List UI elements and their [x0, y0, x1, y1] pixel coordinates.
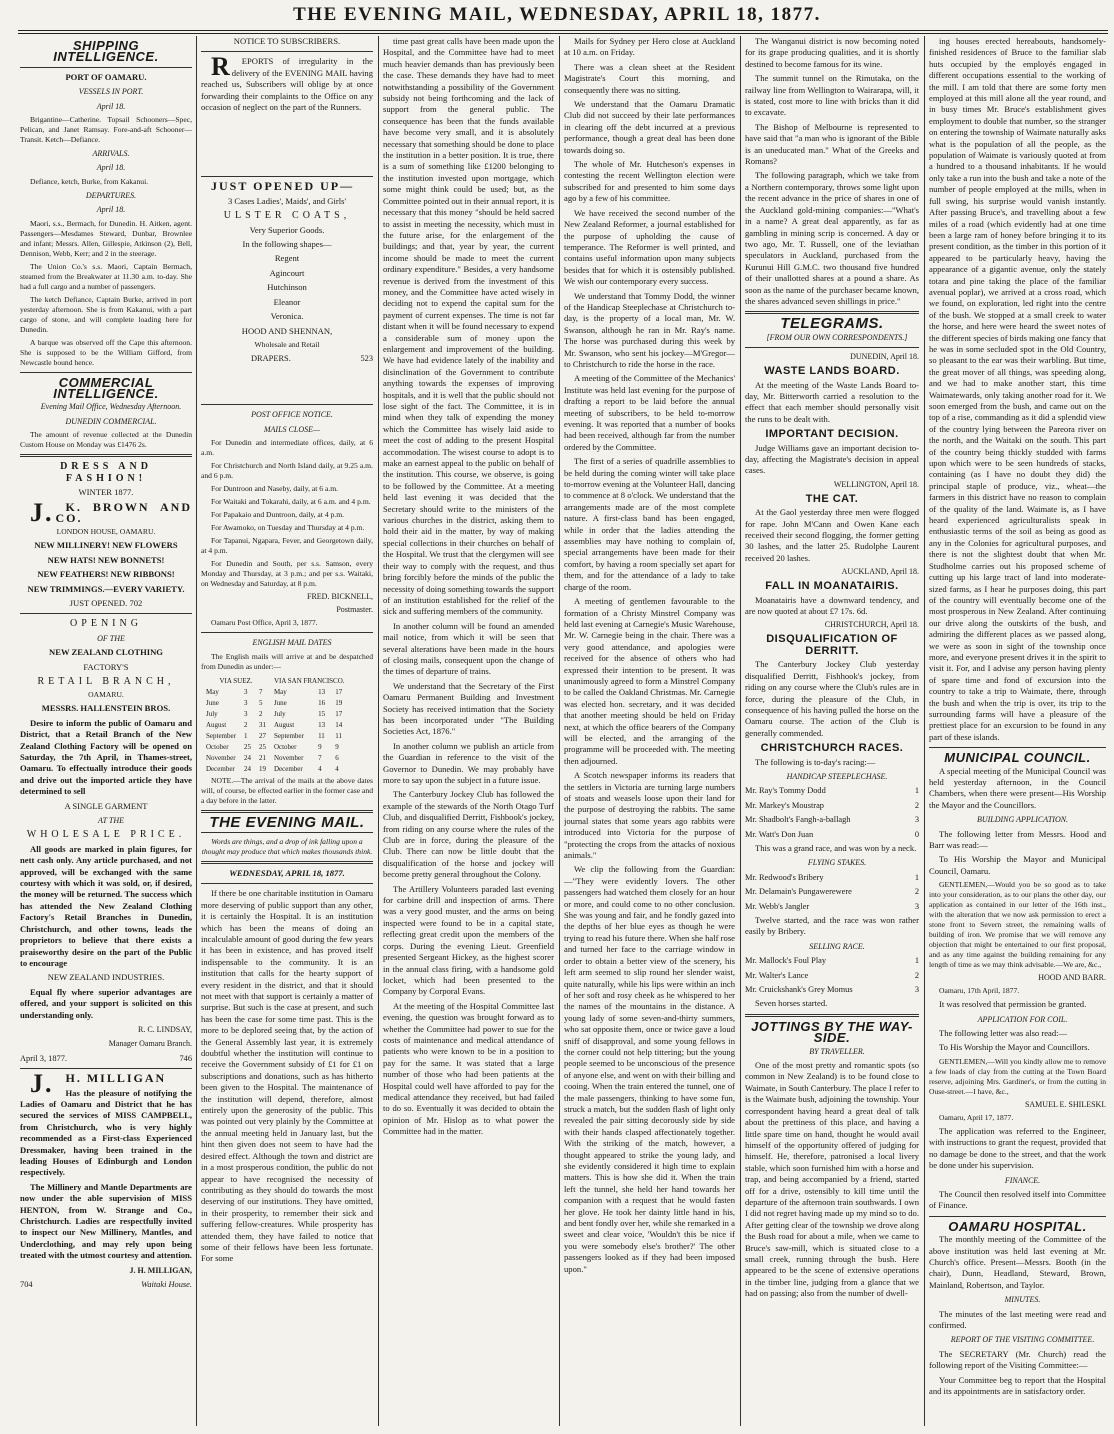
race-result [745, 814, 919, 825]
departures-list: Maori, s.s., Bermach, for Dunedin. H. Aitken, agent. Passengers—Mesdames Steward, Dunbar, Brownlee and infant; Messrs. Allen, Gillespie, Atkinson (2), Bell, Dennison, Webb, Kerr; and 2 in the steerage. [20, 218, 192, 258]
table-cell: May [206, 687, 219, 696]
article-paragraph: We understand that the Oamaru Dramatic Club did not succeed by their late performances in clearing off the debt incurred at a previous performance, though a great deal has been done towards doing so. [564, 99, 735, 155]
sub-heading: FINANCE. [1004, 1175, 1041, 1185]
vessels-list: Brigantine—Catherine. Topsail Schooners—Spec, Pelican, and Janet Ramsay. Fore-and-aft Schooner—Transit. Ketch—Defiance. [20, 115, 192, 145]
departures-heading: DEPARTURES. [85, 190, 137, 200]
column-divider [559, 36, 560, 1426]
race-entry: Mr. Webb's Jangler [745, 901, 810, 911]
of-the: OF THE [97, 633, 125, 643]
by-traveller: BY TRAVELLER. [809, 1046, 865, 1056]
table-cell: December [206, 764, 235, 773]
table-cell: 19 [335, 698, 343, 707]
table-cell: November [273, 753, 304, 762]
table-cell: 27 [258, 731, 266, 740]
letter-sign: SAMUEL E. SHILESKI. [1024, 1099, 1106, 1109]
table-cell: September [206, 731, 236, 740]
column-divider [378, 36, 379, 1426]
table-cell: October [206, 742, 229, 751]
article-paragraph: The Bishop of Melbourne is represented to have said that "a man who is ignorant of the Bible is an uneducated man." What of the Greeks and Romans? [745, 121, 919, 167]
table-cell: 11 [335, 731, 343, 740]
departures-date: April 18. [96, 205, 126, 215]
article-paragraph: To His Worship the Mayor and Councillors. [939, 1042, 1090, 1053]
table-cell: 19 [258, 764, 266, 773]
race-place: 1 [914, 956, 919, 966]
article-paragraph: The first of a series of quadrille assemblies to be held during the coming winter will take place to-morrow evening at the Volunteer Hall, dancing to commence at 8 o'clock. We understand that the arrangements made are of the most complete nature. A first-class band has been engaged, while in order that the ladies attending the assemblies may have nothing to complain of, special arrangements have been made for their comfort, by having a room specially set apart for them, and for the attendance of a lady to take charge of the room. [564, 456, 735, 592]
telegram-text: The following is to-day's racing:— [755, 756, 876, 767]
table-cell: May [273, 687, 287, 696]
divider [745, 311, 919, 314]
race-result [745, 901, 919, 912]
telegram-text: At the Gaol yesterday three men were flogged for rape. John M'Cann and Owen Kane each received their second flogging, the former getting 30 lashes, and the latter 25. Rudolphe Laurent received 20 lashes. [745, 507, 919, 563]
dropcap: R [211, 52, 230, 82]
race-place: 3 [914, 985, 919, 995]
table-cell: 24 [243, 753, 251, 762]
editorial-text: If there be one charitable institution in Oamaru more deserving of public support than any other, it is certainly the Hospital. It is an institution which has been the means of doing an incalculable amount of good during the few years it has been in existence, and has proved itself indispensable to the community. It is an institution that calls for the hearty support of every resident in the district, and that it should not meet with that support is certainly a matter of surprise. But such is the case at present, and such has been the case for some time past. This is the more to be deplored seeing that, by the action of the General Assembly last year, it is extremely doubtful whether the institution will continue to receive the Government subsidy of £1 for £1 on subscriptions and donations, such as has hitherto been given to the Hospital. The maintenance of the institution will depend, therefore, almost entirely upon the generosity of the public. This was pointed out very plainly by the Committee at the annual meeting held in January last, but the hint then given does not seem to have had the desired effect. Although the town and district are in a most prosperous condition, the public do not appear to have recognised the necessity of contributing as they should do towards the most deserving of our institutions. They have omitted, in their prosperity, to remember their sick and suffering fellow-creatures. While prosperity has attended them, they have failed to notice that some of their fellows have been less fortunate. For some [201, 888, 373, 1264]
race-note: Seven horses started. [755, 998, 828, 1009]
dropcap: J. [30, 497, 54, 527]
telegram-text: Moanatairis have a downward tendency, and are now quoted at about £7 17s. 6d. [745, 594, 919, 617]
ulster-coats: ULSTER COATS, [223, 210, 351, 222]
article-paragraph: Your Committee beg to report that the Hospital and its appointments are in satisfactory order. [929, 1374, 1106, 1396]
table-cell: 25 [243, 742, 251, 751]
article-paragraph: The monthly meeting of the Committee of the above institution was held last evening at Mr. Church's office. Present—Messrs. Booth (in the chair), Dunn, Headland, Steward, Brown, Mainland, Robertson, and Taylor. [929, 1234, 1106, 1290]
jottings-continued: ing houses erected hereabouts, handsomely-finished residences of Bruce to the familiar slab huts occupied by the employés engaged in different occupations essential to the working of the mill. I am told that there are some forty men employed at this mill alone all the year round, and in busy times Mr. Bruce's establishment gives employment to double that number, so the stranger on entering the township of Waimate naturally asks what is the population of all the people, as the population of Waimate is variously quoted at from a hundred to a thousand inhabitants. If he would only take a run into the bush and take a note of the number of people employed at the mills, when in full swing, his surprise would vanish instantly. After passing Bruce's, and travelling about a few miles of a road (which evidently had at one time been a large ram of honey before bringing it to its present condition, as the timber in this portion of it appeared to be particularly heavy, having the appearance of a gigantic avenue, only the stately totara and pine taking the place of the familiar avenual poplar), we arrived at a cross road, which we found, on exploration, led right into the centre of the bush. We stopped at a small creek to water the horse, and here were heard the sweet notes of the different species of birds making one fancy that he was in some secluded spot in the Old Country, so pleasant to the ear was their warbling. But time, the great mover of all things, was speeding along, and we had to make another start, this time Waimatewards, only taking another road for it. We soon emerged from the bush, and came out on the top of a rise, commanding as it did a splendid view of the country lying between the Pareora river on the north, and the Waitaki on the south. This part of the country being thickly studded with farms upon which were to be seen hundreds of stacks, containing (as I have no doubt they did) the principal staple of produce, viz., wheat—the farmers in this district have no reason to complain of the quality of the land. Waimate is, as I have heard experienced agriculturalists speak in enthusiastic terms of the soil as being as good as any in the Colonies for agricultural purposes, and there is not the slightest doubt that when Mr. Studholme carries out his proposed scheme of cutting up his large tract of land into moderate-sized farms, as I hear he purposes doing, this part of the country will eventually become one of the most prosperous in New Zealand. After continuing our drive along the outskirts of the bush, and admiring the different places as we passed along, we were as soon in sight of the township once more, and everyone present drives it in the spirit to visit it. For, and I advise any person having plenty of spare time and fond of excursion into the country to take a trip to Waimate, there, through the bush and when the trip is over, its trip to the surrounding farms will have a pleasure of the prettiest place for an excursion to be found in any part of these islands. [929, 36, 1106, 742]
bicknell-sign: FRED. BICKNELL, [307, 592, 373, 602]
milligan-text: Has the pleasure of notifying the Ladies of Oamaru and District that he has secured the services of MISS CAMPBELL, from Christchurch, who is very highly recommended as a First-class Experienced Dressmaker, having been trained in the leading Houses of Edinburgh and London respectively. [20, 1087, 192, 1178]
column-divider [924, 36, 925, 1426]
table-cell: June [273, 698, 287, 707]
race-result [745, 984, 919, 995]
table-cell: November [206, 753, 236, 762]
race-heading: SELLING RACE. [809, 941, 865, 951]
race-note: This was a grand race, and was won by a neck. [755, 842, 917, 853]
dunedin-commercial: DUNEDIN COMMERCIAL. [65, 416, 157, 426]
column-3 [383, 36, 554, 1428]
mails-close: MAILS CLOSE— [263, 424, 321, 434]
notice-text: R EPORTS of irregularity in the delivery of the EVENING MAIL having reached us, Subscribers will oblige by at once forwarding their complaints to the Office on any occasion of neglect on the part of the Runners. [201, 52, 373, 113]
shape-item: Regent [274, 253, 300, 264]
vessels-heading: VESSELS IN PORT. [78, 87, 144, 97]
race-result [745, 829, 919, 840]
race-entry: Mr. Markey's Moustrap [745, 800, 824, 810]
letter-text: GENTLEMEN,—Would you be so good as to take into your consideration, as to our plans the other day, our application as contained in our letter of the 16th inst., with the alteration that we now ask permission to erect a stone front to Severn street, the remaining walls of building of iron. We promise that we will remove any objection that might be entertained to our first proposal, and as any time against the building remaining for any length of time as we may think advisable.—We are, &c., [929, 880, 1106, 970]
at-the: AT THE [97, 816, 124, 826]
article-paragraph: The Council then resolved itself into Committee of Finance. [929, 1188, 1106, 1211]
english-mail-heading: ENGLISH MAIL DATES [252, 638, 332, 648]
race-results [745, 955, 919, 995]
article-paragraph: The SECRETARY (Mr. Church) read the following report of the Visiting Committee:— [929, 1348, 1106, 1371]
winter-line: WINTER 1877. [78, 487, 134, 498]
column-4 [564, 36, 735, 1428]
table-row [203, 710, 348, 719]
race-note: Twelve started, and the race was won rather easily by Bribery. [745, 915, 919, 937]
dispatch-dateline: DUNEDIN, April 18. [850, 352, 919, 362]
article-paragraph: The following letter was also read:— [939, 1028, 1068, 1039]
race-heading: HANDICAP STEEPLECHASE. [786, 771, 888, 781]
table-cell: 13 [318, 687, 326, 696]
divider [20, 454, 192, 457]
table-cell: 7 [258, 687, 263, 696]
wholesale-retail: Wholesale and Retail [254, 339, 320, 349]
race-heading: FLYING STAKES. [807, 858, 867, 868]
table-cell: 2 [258, 709, 263, 718]
telegram-text: The Canterbury Jockey Club yesterday disqualified Derritt, Fishhook's jockey, from riding on any course where the Club's rules are in force, during the pleasure of the Club, in consequence of his having pulled the horse on the Oamaru course. The action of the Club is generally commended. [745, 659, 919, 738]
race-place: 1 [914, 786, 919, 796]
divider [929, 1216, 1106, 1217]
table-cell: July [206, 709, 218, 718]
sub-heading: APPLICATION FOR COIL. [977, 1014, 1068, 1024]
race-place: 2 [914, 800, 919, 810]
divider [201, 861, 373, 864]
race-result [745, 970, 919, 981]
lindsay-date-row: April 3, 1877. 746 [20, 1053, 192, 1063]
wholesale-price: WHOLESALE PRICE. [26, 829, 186, 841]
table-cell: 31 [258, 720, 266, 729]
table-cell: 9 [318, 742, 322, 751]
shipping-heading: SHIPPING INTELLIGENCE. [53, 38, 159, 65]
shape-item: Eleanor [273, 296, 301, 307]
shipping-note: A barque was observed off the Cape this afternoon. She is supposed to be the William Gifford, from Newcastle bound hence. [20, 337, 192, 367]
race-place: 0 [914, 829, 919, 839]
sub-heading: MINUTES. [1004, 1295, 1041, 1305]
table-cell: 7 [318, 753, 322, 762]
just-opened-up: JUST OPENED UP— [211, 179, 355, 194]
hallenstein-name: MESSRS. HALLENSTEIN BROS. [41, 703, 171, 714]
milligan-name: J. H. MILLIGAN [20, 1073, 192, 1084]
nz-industries: NEW ZEALAND INDUSTRIES. [47, 972, 165, 983]
race-entry: Mr. Walter's Lance [745, 970, 809, 980]
superior-goods: Very Superior Goods. [249, 224, 325, 235]
table-cell: 25 [258, 742, 266, 751]
dispatch-dateline: AUCKLAND, April 18. [841, 567, 919, 577]
divider [201, 883, 373, 884]
telegram-heading: IMPORTANT DECISION. [765, 428, 899, 441]
divider [20, 613, 192, 614]
divider [201, 632, 373, 633]
dispatch-dateline: WELLINGTON, April 18. [833, 479, 919, 489]
column-1 [20, 36, 192, 1428]
article-paragraph: The minutes of the last meeting were read and confirmed. [929, 1308, 1106, 1330]
mail-line: For Duntroon and Naseby, daily, at 6 a.m. [211, 484, 339, 494]
waitaki-row: 704 Waitaki House. [20, 1280, 192, 1290]
table-cell: 2 [243, 720, 248, 729]
post-office-heading: POST OFFICE NOTICE. [251, 410, 333, 420]
column-5 [745, 36, 919, 1428]
article-paragraph: The application was referred to the Engineer, with instructions to grant the request, provided that no damage be done to the street, and that the work be done under his supervision. [929, 1125, 1106, 1171]
table-cell: 11 [318, 731, 325, 740]
race-result [745, 886, 919, 897]
article-paragraph: The summit tunnel on the Rimutaka, on the railway line from Wellington to Wairarapa, will, it is stated, cost more to line with bricks than it did to excavate. [745, 73, 919, 118]
article-paragraph: We have received the second number of the New Zealand Reformer, a journal established for the purpose of upholding the cause of temperance. The Reformer is well printed, and contains useful information upon many subjects besides that for which it is ostensibly published. We wish our contemporary every success. [564, 207, 735, 287]
postmaster: Postmaster. [336, 605, 373, 615]
goods-text: All goods are marked in plain figures, for nett cash only. Any article purchased, and not approved, will be exchanged with the same courtesy with which it was sold, or, if desired, the money will be returned. The success which has attended the New Zealand Clothing Factory's Retail Branches in Dunedin, Christchurch, and other towns, leads the proprietors to believe that there exists a praiseworthy desire on the part of the Public to encourage [20, 843, 192, 968]
table-cell: 9 [335, 742, 339, 751]
retail-branch: RETAIL BRANCH, [37, 675, 175, 687]
race-entry: Mr. Shadbolt's Fangh-a-ballagh [745, 815, 851, 825]
race-result [745, 872, 919, 883]
table-cell: 3 [243, 709, 248, 718]
arrivals-heading: ARRIVALS. [92, 149, 130, 159]
article-paragraph: It was resolved that permission be granted. [939, 999, 1087, 1010]
shapes-intro: In the following shapes— [242, 239, 332, 250]
race-entry: Mr. Mallock's Foul Play [745, 956, 827, 966]
notice-heading: NOTICE TO SUBSCRIBERS. [233, 36, 341, 46]
mail-line: For Dunedin and South, per s.s. Samson, every Monday and Thursday, at 3 p.m.; and per s.s. Waitaki, on Wednesday and Saturday, at 8 p.m. [201, 559, 373, 589]
shipping-note: The Union Co.'s s.s. Maori, Captain Bermach, steamed from the Breakwater at 11.30 a.m. to-day. She had a full cargo and a number of passengers. [20, 261, 192, 291]
article-paragraph: The Artillery Volunteers paraded last evening for carbine drill and inspection of arms. There was a very good muster, and the arms on being inspected were found to be in a capital state, reflecting great credit upon the members of the corps. During the evening Lieut. Greenfield presented Sergeant Hickey, as the highest scorer in the annual class firing, with a handsome gold locket, which had been presented to the Company by Corporal Evans. [383, 883, 554, 997]
just-opened: JUST OPENED. 702 [69, 597, 143, 608]
single-garment: A SINGLE GARMENT [64, 800, 148, 811]
telegram-text: At the meeting of the Waste Lands Board to-day, Mr. Bitterworth carried a resolution to the effect that each member should personally visit the runs to be dealt with. [745, 379, 919, 424]
mail-line: For Tapanui, Ngapara, Fever, and Georgetown daily, at 4 p.m. [201, 536, 373, 556]
municipal-heading: MUNICIPAL COUNCIL. [944, 750, 1091, 766]
mail-dates-table [201, 675, 350, 776]
telegram-heading: THE CAT. [805, 492, 859, 505]
english-intro: The English mails will arrive at and be despatched from Dunedin as under:— [201, 651, 373, 671]
mail-table-body [203, 688, 348, 774]
article-paragraph: The following letter from Messrs. Hood and Barr was read:— [929, 828, 1106, 851]
shipping-note: The ketch Defiance, Captain Burke, arrived in port yesterday afternoon. She is from Kakanui, with a part cargo of stone, and will complete loading here for Dunedin. [20, 294, 192, 334]
race-results [745, 872, 919, 912]
arrivals-date: April 18. [96, 163, 126, 173]
drapers-row: DRAPERS. 523 [251, 353, 373, 363]
article-paragraph: The whole of Mr. Hutcheson's expenses in contesting the recent Wellington election were subscribed for and presented to him some days ago by a few of his committee. [564, 159, 735, 204]
table-cell: 3 [243, 687, 248, 696]
divider [201, 176, 373, 177]
race-result [745, 785, 919, 796]
lindsay-sign: R. C. LINDSAY, [137, 1024, 192, 1034]
sub-heading: REPORT OF THE VISITING COMMITTEE. [950, 1335, 1095, 1345]
article-paragraph: In another column we publish an article from the Guardian in reference to the visit of the Governor to Dunedin. We may probably have more to say upon the subject in a future issue. [383, 740, 554, 785]
column-divider [196, 36, 197, 1426]
article-paragraph: We understand that the Secretary of the First Oamaru Permanent Building and Investment Society has received intimation that the Society has been incorporated under "The Building Societies Act, 1876." [383, 680, 554, 737]
london-house: LONDON HOUSE, OAMARU. [56, 527, 156, 537]
divider [201, 404, 373, 405]
article-paragraph: At the meeting of the Hospital Committee last evening, the question was brought forward as to whether the Committee had power to sue for the costs of maintenance and medical attendance of patients who were known to be in a position to pay for the same. It was stated that a large number of those who had been patients at the Hospital could well have afforded to pay for the medical attendance they received, but had failed to do so. Eventually it was decided to obtain the opinion of Mr. Hislop as to what power the Committee had in the matter. [383, 1000, 554, 1137]
masthead: THE EVENING MAIL, WEDNESDAY, APRIL 18, 1877. [293, 4, 821, 25]
table-cell: 15 [318, 709, 326, 718]
table-row [203, 699, 348, 708]
article-paragraph: Mails for Sydney per Hero close at Auckland at 10 a.m. on Friday. [564, 36, 735, 58]
table-row [203, 721, 348, 730]
equal-text: Equal fly where superior advantages are offered, and your support is solicited on this understanding only. [20, 986, 192, 1020]
article-paragraph: The following paragraph, which we take from a Northern contemporary, throws some light upon the recent advance in the price of shares in one of the Auckland gold-mining companies:—"What's in a name? A great deal apparently, as far as gambling in mining scrip is concerned. A day or two ago, Mr. T. Russell, one of the leviathan speculators in Auckland, purchased from the Kurunui Hill G.M.C. two thousand five hundred of their unallotted shares at a pound a share. As soon as the name of the purchaser became known, the shares advanced seven shillings in price." [745, 170, 919, 306]
shape-item: Agincourt [269, 267, 305, 278]
table-cell: 16 [318, 698, 326, 707]
article-paragraph: There was a clean sheet at the Resident Magistrate's Court this morning, and consequently there was no sitting. [564, 61, 735, 95]
divider [201, 832, 373, 833]
telegram-text: Judge Williams gave an important decision to-day, affecting the Magistrate's decision in appeal cases. [745, 442, 919, 476]
table-cell: June [206, 698, 219, 707]
table-cell: 24 [243, 764, 251, 773]
mail-line: For Dunedin and intermediate offices, daily, at 6 a.m. [201, 438, 373, 458]
shape-item: Hutchinson [267, 282, 307, 293]
milligan-text: The Millinery and Mantle Departments are now under the able supervision of MISS HENTON, from W. Strange and Co., Christchurch. Ladies are respectfully invited to inspect our New Millinery, Mantles, and Underclothing, and may rely upon being treated with the utmost courtesy and attention. [20, 1181, 192, 1261]
article-paragraph: A Scotch newspaper informs its readers that the settlers in Victoria are turning large numbers of stoats and weasels loose upon their land for the purpose of destroying the rabbits. The same journal states that some years ago rabbits were introduced into Victoria for the purpose of "protecting the crops from the attacks of noxious animals." [564, 770, 735, 861]
dispatch-dateline: CHRISTCHURCH, April 18. [824, 620, 919, 630]
article-paragraph: time past great calls have been made upon the Hospital, and the Committee have had to meet much heavier demands than has previously been the case. These demands they have had to meet notwithstanding a possibility of the Government subsidy not being forthcoming and the lack of support from the general public. The consequence has been that the funds available have become very small, and it is absolutely necessary that something should be done to place the institution in a better position. It is true, there is a sum of something like £1200 belonging to the institution invested upon mortgage, which some might think could be used; but, as the Committee pointed out in their annual report, it is necessary that this money "should be held sacred to assist in meeting the necessity, which must in the future arise, for the enlargement of the buildings; and that, year by year, the current income should be made to meet the current ordinary expenditure." Besides, a very handsome revenue is derived from the investment of this money, and the Committee have acted wisely in deciding not to expend the capital sum for the payment of current expenses. The time is not far distant when it will be found necessary to expend a considerable sum of money upon the enlargement and improvement of the building. We have had evidence lately of the inability and disinclination of the Government to contribute anything towards the expenses of improving hospitals, and it is well that the public should not lose sight of the fact. The Committee, it is in mind when they talk of expending the money which the Committee has wisely laid aside to meet the cost of adding to the present Hospital accommodation. The wisest course to adopt is to make an earnest appeal to the public on behalf of the institution. This course, we observe, is going to be followed by the Committee. At a meeting held last evening it was decided that the Secretary should write to the ministers of the various churches in the district, asking them to hold their aid in the matter, by way of making special collections in their churches on behalf of the Hospital. We trust that the clergymen will see their way to comply with the request, and thus bring forcibly before the minds of the public the necessity of doing something towards the support of an institution established for the relief of the sick and suffering members of the community. [383, 36, 554, 617]
po-footer: Oamaru Post Office, April 3, 1877. [211, 618, 318, 628]
hospital-heading: OAMARU HOSPITAL. [948, 1218, 1087, 1234]
jottings-heading: JOTTINGS BY THE WAY-SIDE. [751, 1018, 913, 1046]
article-paragraph: A special meeting of the Municipal Council was held yesterday afternoon, in the Council Chambers, when there were present—His Worship the Mayor and the Councillors. [929, 765, 1106, 810]
mail-line: For Papakaio and Duntroon, daily, at 4 p.m. [211, 510, 345, 520]
shape-item: Veronica. [270, 311, 304, 322]
race-result [745, 800, 919, 811]
port-heading: PORT OF OAMARU. [65, 71, 147, 82]
mail-note: NOTE.—The arrival of the mails at the above dates will, of course, be effected earlier in the former case and a day before in the latter. [201, 775, 373, 805]
fashion-line: NEW TRIMMINGS.—EVERY VARIETY. [27, 583, 185, 594]
column-6 [929, 36, 1106, 1428]
race-entry: Mr. Watt's Don Juan [745, 829, 814, 839]
letter-text: GENTLEMEN,—Will you kindly allow me to remove a few loads of clay from the cutting at the Town Board reserve, adjoining Mrs. Gardiner's, or from the cutting in Ouse-street.—I have, &c., [929, 1056, 1106, 1096]
article-paragraph: We clip the following from the Guardian:—"They were evidently lovers. The other passengers had watched them closely for an hour or more, and could come to no other conclusion. She was young and fair, and he fondly gazed into the depths of her blue eyes as though he were trying to read his future there. When she half rose and turned her face to the carriage window in order to obtain a better view of the scenery, his left arm seemed to slip round her slender waist, quite naturally, while his lips were within an inch of her soft and rosy cheek as he whispered to her the names of the mountains in the distance. A young lady of some seven-and-thirty summers, who sat opposite them, once or twice gave a loud sniff of disapproval, and some young fellows in the corner could not help tittering; but the young people seemed to be unconscious of the presence of anyone else, and went on with their billing and cooing. When the train entered the tunnel, one of the male passengers, thinking to have some fun, struck a match, but the sudden flash of light only revealed the pair sitting decorously side by side with their hands clasped affectionately together. With the striking of the match, however, a thought appeared to strike the young lady, and she evidently considered it high time to explain matters. This is how she did it. When the train left the tunnel, she held her hand towards her companion with a request that he would fasten her glove. He took her dainty little hand in his, and bent fondly over her, while she remarked in a sweet and clear voice, 'Wouldn't this be nice if you were somebody else's brother?' The other passengers looked as if they had been imposed upon." [564, 864, 735, 1274]
table-row [203, 688, 348, 697]
mail-line: For Waitaki and Tokarahi, daily, at 6 a.m. and 4 p.m. [211, 497, 371, 507]
cases-line: 3 Cases Ladies', Maids', and Girls' [227, 195, 347, 206]
factorys: FACTORY'S [83, 661, 129, 672]
article-paragraph: To His Worship the Mayor and Municipal Council, Oamaru. [929, 854, 1106, 876]
letter-date: Oamaru, 17th April, 1877. [939, 986, 1020, 996]
telegram-heading: WASTE LANDS BOARD. [764, 365, 900, 378]
letter-sign: HOOD AND BARR. [1038, 973, 1106, 983]
table-row [203, 754, 348, 763]
dress-fashion-heading: DRESS AND FASHION! [60, 461, 152, 484]
race-place: 2 [914, 970, 919, 980]
table-cell: 5 [258, 698, 263, 707]
race-entry: Mr. Redwood's Bribery [745, 872, 824, 882]
table-cell: 4 [318, 764, 322, 773]
table-cell: December [273, 764, 303, 773]
opening-heading: OPENING [70, 618, 142, 630]
fashion-line: NEW FEATHERS! NEW RIBBONS! [37, 569, 175, 580]
fashion-line: NEW HATS! NEW BONNETS! [47, 554, 165, 565]
telegrams-heading: TELEGRAMS. [780, 315, 884, 333]
race-entry: Mr. Cruickshank's Grey Momus [745, 985, 853, 995]
divider [745, 347, 919, 348]
article-paragraph: A meeting of gentlemen favourable to the formation of a Christy Minstrel Company was held last evening at Carnegie's Music Warehouse, Mr. W. Carnegie being in the chair. There was a very good attendance, and apologies were received for the absence of others who had expressed their intention to be present. It was unanimously agreed to form a Minstrel Company to be called the Oakland Christmas. Mr. Carnegie was elected hon. secretary, and it was decided that another meeting should be held on Friday next, at which the office bearers of the Company will be elected, and the arranging of the programme will be proceeded with. The meeting then adjourned. [564, 596, 735, 766]
table-cell: October [273, 742, 297, 751]
dateline: WEDNESDAY, APRIL 18, 1877. [229, 867, 345, 878]
table-row [203, 743, 348, 752]
table-cell: 1 [243, 731, 248, 740]
evening-mail-title: THE EVENING MAIL. [209, 813, 365, 831]
hood-name: HOOD AND SHENNAN, [241, 325, 333, 336]
race-place: 2 [914, 887, 919, 897]
column-2 [201, 36, 373, 1428]
revenue-text: The amount of revenue collected at the Dunedin Custom House on Monday was £1476 2s. [20, 430, 192, 450]
manager-line: Manager Oamaru Branch. [108, 1039, 192, 1049]
divider [20, 372, 192, 373]
arrivals-list: Defiance, ketch, Burke, from Kakanui. [30, 176, 149, 186]
telegram-heading: CHRISTCHURCH RACES. [760, 742, 904, 755]
table-cell: August [273, 720, 295, 729]
divider [20, 67, 192, 68]
divider [929, 747, 1106, 748]
divider [201, 810, 373, 813]
table-cell: 3 [243, 698, 248, 707]
table-cell: 13 [318, 720, 326, 729]
table-cell: July [273, 709, 286, 718]
oamaru-line: OAMARU. [88, 690, 124, 700]
table-cell: August [206, 720, 227, 729]
table-cell: 14 [335, 720, 343, 729]
hallenstein-text: Desire to inform the public of Oamaru and District, that a Retail Branch of the New Zealand Clothing Factory will be opened on Saturday, the 7th April, in Thames-street, Oamaru. To effectually introduce their goods and drive out the imported article they have determined to sell [20, 717, 192, 797]
divider [745, 1014, 919, 1017]
vessels-date: April 18. [96, 101, 126, 111]
commercial-office: Evening Mail Office, Wednesday Afternoon. [40, 402, 182, 412]
table-cell: 6 [335, 753, 339, 762]
mail-line: For Christchurch and North Island daily, at 9.25 a.m. and 6 p.m. [201, 461, 373, 481]
mail-line: For Awamoko, on Tuesday and Thursday at 4 p.m. [211, 523, 365, 533]
race-place: 1 [914, 872, 919, 882]
letter-date: Oamaru, April 17, 1877. [939, 1112, 1014, 1122]
article-paragraph: A meeting of the Committee of the Mechanics' Institute was held last evening for the purpose of drafting a report to be laid before the annual meeting of subscribers, to be held to-morrow evening. It was reported that a number of books had been received, although far from the number ordered by the Committee. [564, 373, 735, 452]
milligan-sign: J. H. MILLIGAN, [129, 1265, 192, 1275]
article-paragraph: In another column will be found an amended mail notice, from which it will be seen that several alterations have been made in the hours of closing mails, consequent upon the change of the times of departure of trains. [383, 620, 554, 677]
motto: Words are things, and a drop of ink falling upon a thought may produce that which makes thousands think. [201, 836, 373, 856]
jk-brown-name: J. K. BROWN AND CO. [20, 502, 192, 525]
race-place: 3 [914, 901, 919, 911]
fashion-line: NEW MILLINERY! NEW FLOWERS [34, 540, 178, 551]
sub-heading: BUILDING APPLICATION. [976, 815, 1069, 825]
article-paragraph: We understand that Tommy Dodd, the winner of the Handicap Steeplechase at Christchurch to-day, is the property of a local man, Mr. W. Swanson, although he ran in Mr. Ray's name. The horse was purchased during this week by Mr. Swanson, who sent his jockey—M'Gregor—to Christchurch to ride the horse in the race. [564, 290, 735, 369]
masthead-rule-2 [18, 33, 1108, 34]
telegram-heading: DISQUALIFICATION OF DERRITT. [766, 633, 898, 657]
article-paragraph: The Wanganui district is now becoming noted for its grape producing qualities, and it is shortly destined to become famous for its wine. [745, 36, 919, 69]
table-cell: 17 [335, 687, 343, 696]
commercial-heading: COMMERCIAL INTELLIGENCE. [53, 374, 159, 402]
telegram-heading: FALL IN MOANATAIRIS. [765, 580, 899, 593]
table-header: VIA SUEZ. [219, 676, 253, 685]
table-cell: 4 [335, 764, 339, 773]
table-cell: 21 [258, 753, 266, 762]
table-cell: 17 [335, 709, 343, 718]
race-place: 3 [914, 815, 919, 825]
race-entry: Mr. Ray's Tommy Dodd [745, 786, 826, 796]
race-entry: Mr. Delamain's Pungawerewere [745, 887, 852, 897]
masthead-rule [18, 30, 1108, 31]
table-row [203, 765, 348, 774]
article-paragraph: The Canterbury Jockey Club has followed the example of the stewards of the North Otago Turf Club, and disqualified Derritt, Fishbook's jockey, from riding on any course where the rules of the Club are in force, during the pleasure of the Club. There can now be little doubt that the disqualification of the horse and jockey will become pretty general throughout the Colony. [383, 789, 554, 880]
column-divider [740, 36, 741, 1426]
table-header: VIA SAN FRANCISCO. [273, 676, 345, 685]
mail-lines [201, 438, 373, 589]
dropcap: J. [30, 1069, 54, 1099]
table-cell: September [273, 731, 304, 740]
table-row [203, 732, 348, 741]
own-correspondents: [FROM OUR OWN CORRESPONDENTS.] [766, 332, 908, 342]
nz-clothing-heading: NEW ZEALAND CLOTHING [49, 647, 163, 658]
jottings-text: One of the most pretty and romantic spots (so common in New Zealand) is to be found close to Waimate, in South Canterbury. The place I refer to is the Waimate bush, adjoining the township. Your correspondent having heard a great deal of talk about the prettiness of this place, and having a little spare time on hand, thought he would avail himself of the opportunity offered of judging for himself. He, therefore, patronised a local livery stable, which soon furnished him with a horse and trap, and being accompanied by a friend, started off for a drive, ostensibly to kill time until the departure of the afternoon train southwards. I own I did not regret having made up my mind so to do. After getting clear of the township we drove along the Bush road for about a mile, when we came to Bruce's saw-mill, which is situated close to a small creek, running through the bush. Here appeared to be the scene of extensive operations in the timber line, judging from a glance that we had on passing; also from the number of dwell- [745, 1060, 919, 1299]
race-result [745, 955, 919, 966]
race-results [745, 785, 919, 840]
